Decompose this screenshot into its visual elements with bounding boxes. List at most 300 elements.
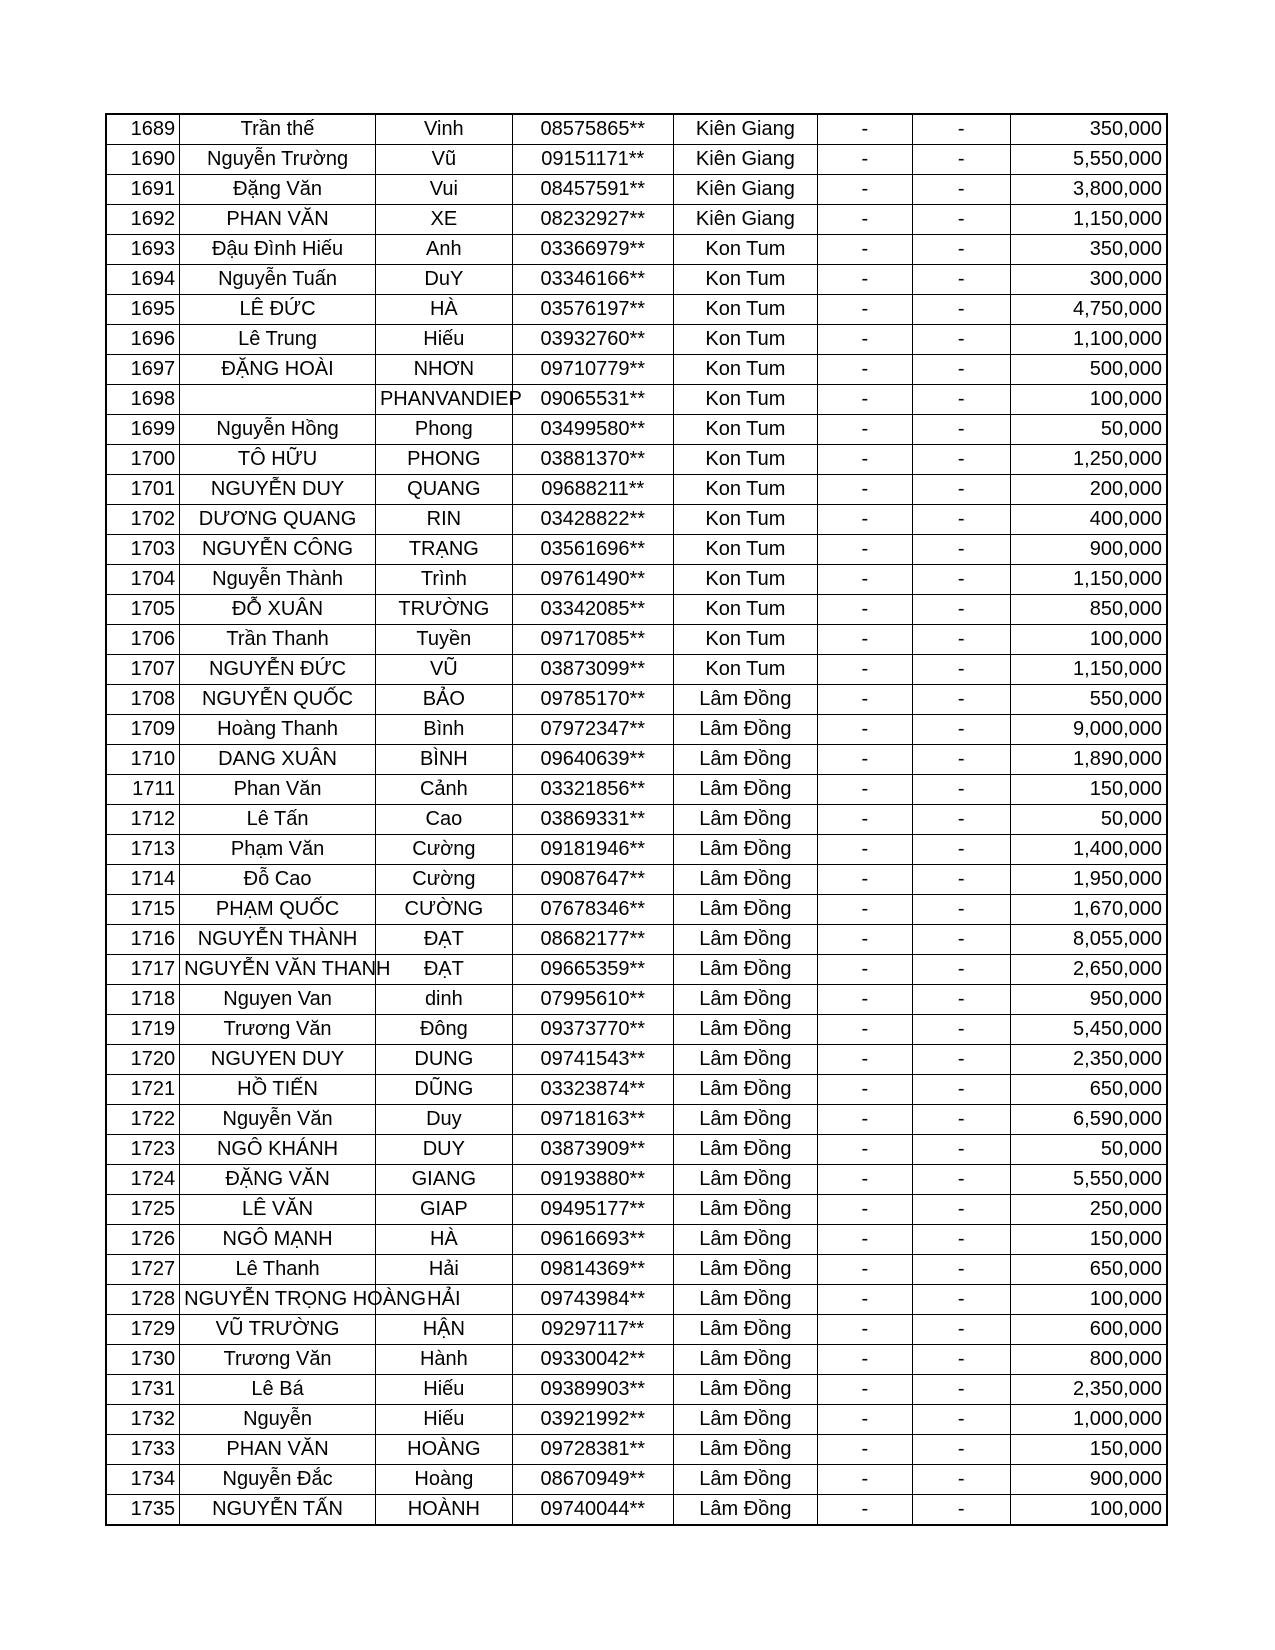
- province-cell: Kon Tum: [673, 325, 817, 355]
- row-number: 1723: [106, 1135, 180, 1165]
- amount-cell: 900,000: [1010, 535, 1167, 565]
- blank-col-6-cell: -: [818, 1225, 913, 1255]
- given-name-cell: TRƯỜNG: [375, 595, 512, 625]
- table-row: [106, 1075, 1167, 1105]
- given-name-cell: Vinh: [375, 114, 512, 145]
- last-middle-name-cell: Nguyễn: [180, 1405, 376, 1435]
- row-number: 1711: [106, 775, 180, 805]
- last-middle-name-cell: LÊ ĐỨC: [180, 295, 376, 325]
- row-number: 1735: [106, 1495, 180, 1526]
- amount-cell: 150,000: [1010, 1225, 1167, 1255]
- amount-cell: 650,000: [1010, 1255, 1167, 1285]
- last-middle-name-cell: NGÔ KHÁNH: [180, 1135, 376, 1165]
- table-row: [106, 415, 1167, 445]
- row-number: 1730: [106, 1345, 180, 1375]
- table-row: [106, 325, 1167, 355]
- amount-cell: 1,400,000: [1010, 835, 1167, 865]
- phone-cell: 03342085**: [512, 595, 673, 625]
- phone-cell: 03499580**: [512, 415, 673, 445]
- given-name-cell: Hiếu: [375, 1375, 512, 1405]
- last-middle-name-cell: NGUYỄN THÀNH: [180, 925, 376, 955]
- province-cell: Lâm Đồng: [673, 1495, 817, 1526]
- blank-col-6-cell: -: [818, 625, 913, 655]
- phone-cell: 03323874**: [512, 1075, 673, 1105]
- blank-col-7-cell: -: [912, 1015, 1010, 1045]
- last-middle-name-cell: Phan Văn: [180, 775, 376, 805]
- row-number: 1718: [106, 985, 180, 1015]
- amount-cell: 550,000: [1010, 685, 1167, 715]
- blank-col-7-cell: -: [912, 1345, 1010, 1375]
- blank-col-6-cell: -: [818, 805, 913, 835]
- blank-col-6-cell: -: [818, 895, 913, 925]
- blank-col-6-cell: -: [818, 1285, 913, 1315]
- blank-col-7-cell: -: [912, 445, 1010, 475]
- table-row: [106, 715, 1167, 745]
- row-number: 1692: [106, 205, 180, 235]
- phone-cell: 09717085**: [512, 625, 673, 655]
- given-name-cell: DUY: [375, 1135, 512, 1165]
- row-number: 1729: [106, 1315, 180, 1345]
- row-number: 1719: [106, 1015, 180, 1045]
- blank-col-6-cell: -: [818, 865, 913, 895]
- blank-col-6-cell: -: [818, 1375, 913, 1405]
- phone-cell: 09616693**: [512, 1225, 673, 1255]
- row-number: 1693: [106, 235, 180, 265]
- row-number: 1696: [106, 325, 180, 355]
- province-cell: Kon Tum: [673, 385, 817, 415]
- blank-col-7-cell: -: [912, 295, 1010, 325]
- blank-col-6-cell: -: [818, 415, 913, 445]
- blank-col-7-cell: -: [912, 805, 1010, 835]
- last-middle-name-cell: Lê Trung: [180, 325, 376, 355]
- table-row: [106, 865, 1167, 895]
- phone-cell: 09665359**: [512, 955, 673, 985]
- table-row: [106, 685, 1167, 715]
- province-cell: Kon Tum: [673, 295, 817, 325]
- province-cell: Lâm Đồng: [673, 1195, 817, 1225]
- amount-cell: 500,000: [1010, 355, 1167, 385]
- last-middle-name-cell: PHAN VĂN: [180, 1435, 376, 1465]
- blank-col-6-cell: -: [818, 925, 913, 955]
- blank-col-6-cell: -: [818, 1495, 913, 1526]
- province-cell: Kon Tum: [673, 355, 817, 385]
- given-name-cell: Trình: [375, 565, 512, 595]
- phone-cell: 09718163**: [512, 1105, 673, 1135]
- phone-cell: 03921992**: [512, 1405, 673, 1435]
- row-number: 1700: [106, 445, 180, 475]
- amount-cell: 50,000: [1010, 1135, 1167, 1165]
- phone-cell: 09297117**: [512, 1315, 673, 1345]
- province-cell: Lâm Đồng: [673, 1345, 817, 1375]
- province-cell: Lâm Đồng: [673, 895, 817, 925]
- province-cell: Lâm Đồng: [673, 685, 817, 715]
- last-middle-name-cell: NGUYEN DUY: [180, 1045, 376, 1075]
- blank-col-6-cell: -: [818, 655, 913, 685]
- table-row: [106, 1435, 1167, 1465]
- blank-col-7-cell: -: [912, 1075, 1010, 1105]
- given-name-cell: Tuyền: [375, 625, 512, 655]
- phone-cell: 03428822**: [512, 505, 673, 535]
- last-middle-name-cell: Nguyễn Văn: [180, 1105, 376, 1135]
- table-row: [106, 265, 1167, 295]
- given-name-cell: HOÀNH: [375, 1495, 512, 1526]
- given-name-cell: DuY: [375, 265, 512, 295]
- blank-col-7-cell: -: [912, 1495, 1010, 1526]
- given-name-cell: RIN: [375, 505, 512, 535]
- blank-col-6-cell: -: [818, 1465, 913, 1495]
- table-row: [106, 1285, 1167, 1315]
- blank-col-7-cell: -: [912, 925, 1010, 955]
- blank-col-6-cell: -: [818, 1165, 913, 1195]
- table-row: [106, 595, 1167, 625]
- province-cell: Lâm Đồng: [673, 1105, 817, 1135]
- amount-cell: 1,950,000: [1010, 865, 1167, 895]
- given-name-cell: Hiếu: [375, 325, 512, 355]
- row-number: 1694: [106, 265, 180, 295]
- row-number: 1714: [106, 865, 180, 895]
- table-row: [106, 1015, 1167, 1045]
- last-middle-name-cell: NGUYỄN TẤN: [180, 1495, 376, 1526]
- given-name-cell: HOÀNG: [375, 1435, 512, 1465]
- row-number: 1702: [106, 505, 180, 535]
- phone-cell: 09814369**: [512, 1255, 673, 1285]
- table-row: [106, 1045, 1167, 1075]
- given-name-cell: Đông: [375, 1015, 512, 1045]
- province-cell: Lâm Đồng: [673, 1435, 817, 1465]
- table-row: [106, 1225, 1167, 1255]
- row-number: 1721: [106, 1075, 180, 1105]
- given-name-cell: DUNG: [375, 1045, 512, 1075]
- given-name-cell: HẬN: [375, 1315, 512, 1345]
- row-number: 1733: [106, 1435, 180, 1465]
- row-number: 1726: [106, 1225, 180, 1255]
- province-cell: Kiên Giang: [673, 114, 817, 145]
- table-row: [106, 655, 1167, 685]
- province-cell: Lâm Đồng: [673, 1315, 817, 1345]
- table-row: [106, 625, 1167, 655]
- blank-col-7-cell: -: [912, 325, 1010, 355]
- table-row: [106, 1315, 1167, 1345]
- last-middle-name-cell: ĐẶNG VĂN: [180, 1165, 376, 1195]
- last-middle-name-cell: LÊ VĂN: [180, 1195, 376, 1225]
- phone-cell: 03873099**: [512, 655, 673, 685]
- province-cell: Lâm Đồng: [673, 1075, 817, 1105]
- blank-col-7-cell: -: [912, 265, 1010, 295]
- blank-col-6-cell: -: [818, 955, 913, 985]
- province-cell: Lâm Đồng: [673, 865, 817, 895]
- amount-cell: 150,000: [1010, 1435, 1167, 1465]
- blank-col-6-cell: -: [818, 385, 913, 415]
- given-name-cell: GIAP: [375, 1195, 512, 1225]
- amount-cell: 650,000: [1010, 1075, 1167, 1105]
- blank-col-6-cell: -: [818, 445, 913, 475]
- given-name-cell: HẢI: [375, 1285, 512, 1315]
- province-cell: Kon Tum: [673, 655, 817, 685]
- province-cell: Kon Tum: [673, 445, 817, 475]
- amount-cell: 800,000: [1010, 1345, 1167, 1375]
- blank-col-6-cell: -: [818, 1075, 913, 1105]
- blank-col-7-cell: -: [912, 145, 1010, 175]
- last-middle-name-cell: DANG XUÂN: [180, 745, 376, 775]
- phone-cell: 08232927**: [512, 205, 673, 235]
- blank-col-6-cell: -: [818, 1345, 913, 1375]
- blank-col-7-cell: -: [912, 1195, 1010, 1225]
- table-row: [106, 1135, 1167, 1165]
- row-number: 1705: [106, 595, 180, 625]
- amount-cell: 100,000: [1010, 385, 1167, 415]
- row-number: 1727: [106, 1255, 180, 1285]
- amount-cell: 1,000,000: [1010, 1405, 1167, 1435]
- table-row: [106, 235, 1167, 265]
- blank-col-6-cell: -: [818, 535, 913, 565]
- given-name-cell: Cường: [375, 835, 512, 865]
- blank-col-7-cell: -: [912, 775, 1010, 805]
- amount-cell: 100,000: [1010, 625, 1167, 655]
- phone-cell: 09688211**: [512, 475, 673, 505]
- row-number: 1697: [106, 355, 180, 385]
- blank-col-6-cell: -: [818, 114, 913, 145]
- blank-col-7-cell: -: [912, 114, 1010, 145]
- province-cell: Kiên Giang: [673, 145, 817, 175]
- blank-col-6-cell: -: [818, 235, 913, 265]
- phone-cell: 03881370**: [512, 445, 673, 475]
- last-middle-name-cell: ĐẶNG HOÀI: [180, 355, 376, 385]
- table-row: [106, 205, 1167, 235]
- blank-col-7-cell: -: [912, 1225, 1010, 1255]
- amount-cell: 1,890,000: [1010, 745, 1167, 775]
- province-cell: Kiên Giang: [673, 175, 817, 205]
- blank-col-7-cell: -: [912, 595, 1010, 625]
- last-middle-name-cell: ĐỖ XUÂN: [180, 595, 376, 625]
- table-row: [106, 745, 1167, 775]
- donation-table: [105, 113, 1168, 1526]
- blank-col-6-cell: -: [818, 985, 913, 1015]
- last-middle-name-cell: Nguyễn Thành: [180, 565, 376, 595]
- phone-cell: 03561696**: [512, 535, 673, 565]
- province-cell: Kon Tum: [673, 535, 817, 565]
- last-middle-name-cell: NGUYỄN TRỌNG HOÀNG: [180, 1285, 376, 1315]
- row-number: 1717: [106, 955, 180, 985]
- last-middle-name-cell: Lê Bá: [180, 1375, 376, 1405]
- last-middle-name-cell: Trương Văn: [180, 1015, 376, 1045]
- amount-cell: 950,000: [1010, 985, 1167, 1015]
- province-cell: Lâm Đồng: [673, 1375, 817, 1405]
- given-name-cell: BẢO: [375, 685, 512, 715]
- blank-col-7-cell: -: [912, 475, 1010, 505]
- phone-cell: 09373770**: [512, 1015, 673, 1045]
- blank-col-7-cell: -: [912, 565, 1010, 595]
- blank-col-7-cell: -: [912, 1165, 1010, 1195]
- province-cell: Kon Tum: [673, 415, 817, 445]
- table-row: [106, 114, 1167, 145]
- phone-cell: 03869331**: [512, 805, 673, 835]
- table-row: [106, 1105, 1167, 1135]
- blank-col-7-cell: -: [912, 1405, 1010, 1435]
- province-cell: Lâm Đồng: [673, 1045, 817, 1075]
- last-middle-name-cell: VŨ TRƯỜNG: [180, 1315, 376, 1345]
- blank-col-6-cell: -: [818, 355, 913, 385]
- last-middle-name-cell: Đỗ Cao: [180, 865, 376, 895]
- phone-cell: 08682177**: [512, 925, 673, 955]
- blank-col-6-cell: -: [818, 325, 913, 355]
- blank-col-6-cell: -: [818, 775, 913, 805]
- table-row: [106, 1255, 1167, 1285]
- province-cell: Lâm Đồng: [673, 1405, 817, 1435]
- phone-cell: 09728381**: [512, 1435, 673, 1465]
- phone-cell: 09740044**: [512, 1495, 673, 1526]
- blank-col-7-cell: -: [912, 415, 1010, 445]
- amount-cell: 1,250,000: [1010, 445, 1167, 475]
- last-middle-name-cell: PHAN VĂN: [180, 205, 376, 235]
- province-cell: Kon Tum: [673, 265, 817, 295]
- amount-cell: 5,450,000: [1010, 1015, 1167, 1045]
- blank-col-6-cell: -: [818, 835, 913, 865]
- given-name-cell: TRẠNG: [375, 535, 512, 565]
- blank-col-6-cell: -: [818, 1045, 913, 1075]
- given-name-cell: Phong: [375, 415, 512, 445]
- amount-cell: 50,000: [1010, 805, 1167, 835]
- phone-cell: 08670949**: [512, 1465, 673, 1495]
- amount-cell: 8,055,000: [1010, 925, 1167, 955]
- last-middle-name-cell: DƯƠNG QUANG: [180, 505, 376, 535]
- given-name-cell: Hiếu: [375, 1405, 512, 1435]
- blank-col-6-cell: -: [818, 175, 913, 205]
- phone-cell: 03873909**: [512, 1135, 673, 1165]
- table-row: [106, 925, 1167, 955]
- table-body: [106, 114, 1167, 1525]
- table-row: [106, 175, 1167, 205]
- phone-cell: 09389903**: [512, 1375, 673, 1405]
- amount-cell: 5,550,000: [1010, 145, 1167, 175]
- given-name-cell: QUANG: [375, 475, 512, 505]
- blank-col-6-cell: -: [818, 595, 913, 625]
- amount-cell: 100,000: [1010, 1495, 1167, 1526]
- phone-cell: 09151171**: [512, 145, 673, 175]
- province-cell: Lâm Đồng: [673, 1225, 817, 1255]
- last-middle-name-cell: NGUYỄN DUY: [180, 475, 376, 505]
- blank-col-6-cell: -: [818, 295, 913, 325]
- blank-col-7-cell: -: [912, 355, 1010, 385]
- province-cell: Lâm Đồng: [673, 955, 817, 985]
- province-cell: Lâm Đồng: [673, 775, 817, 805]
- province-cell: Lâm Đồng: [673, 1465, 817, 1495]
- row-number: 1716: [106, 925, 180, 955]
- given-name-cell: HÀ: [375, 295, 512, 325]
- province-cell: Kon Tum: [673, 235, 817, 265]
- row-number: 1708: [106, 685, 180, 715]
- amount-cell: 1,100,000: [1010, 325, 1167, 355]
- last-middle-name-cell: Trần thế: [180, 114, 376, 145]
- row-number: 1701: [106, 475, 180, 505]
- blank-col-6-cell: -: [818, 505, 913, 535]
- given-name-cell: ĐẠT: [375, 925, 512, 955]
- given-name-cell: VŨ: [375, 655, 512, 685]
- table-row: [106, 535, 1167, 565]
- last-middle-name-cell: Nguyễn Hồng: [180, 415, 376, 445]
- given-name-cell: NHƠN: [375, 355, 512, 385]
- given-name-cell: Cường: [375, 865, 512, 895]
- amount-cell: 4,750,000: [1010, 295, 1167, 325]
- blank-col-7-cell: -: [912, 685, 1010, 715]
- blank-col-7-cell: -: [912, 175, 1010, 205]
- blank-col-6-cell: -: [818, 685, 913, 715]
- blank-col-6-cell: -: [818, 745, 913, 775]
- given-name-cell: Vui: [375, 175, 512, 205]
- last-middle-name-cell: Hoàng Thanh: [180, 715, 376, 745]
- phone-cell: 09193880**: [512, 1165, 673, 1195]
- amount-cell: 200,000: [1010, 475, 1167, 505]
- given-name-cell: HÀ: [375, 1225, 512, 1255]
- blank-col-6-cell: -: [818, 145, 913, 175]
- phone-cell: 09743984**: [512, 1285, 673, 1315]
- province-cell: Lâm Đồng: [673, 1015, 817, 1045]
- blank-col-6-cell: -: [818, 1435, 913, 1465]
- given-name-cell: Duy: [375, 1105, 512, 1135]
- table-row: [106, 475, 1167, 505]
- province-cell: Kon Tum: [673, 565, 817, 595]
- amount-cell: 2,650,000: [1010, 955, 1167, 985]
- row-number: 1712: [106, 805, 180, 835]
- given-name-cell: CƯỜNG: [375, 895, 512, 925]
- amount-cell: 100,000: [1010, 1285, 1167, 1315]
- province-cell: Kon Tum: [673, 595, 817, 625]
- province-cell: Lâm Đồng: [673, 1255, 817, 1285]
- given-name-cell: Hoàng: [375, 1465, 512, 1495]
- phone-cell: 09181946**: [512, 835, 673, 865]
- row-number: 1699: [106, 415, 180, 445]
- phone-cell: 03346166**: [512, 265, 673, 295]
- province-cell: Lâm Đồng: [673, 1135, 817, 1165]
- phone-cell: 08457591**: [512, 175, 673, 205]
- last-middle-name-cell: Lê Thanh: [180, 1255, 376, 1285]
- amount-cell: 9,000,000: [1010, 715, 1167, 745]
- table-row: [106, 985, 1167, 1015]
- province-cell: Lâm Đồng: [673, 1285, 817, 1315]
- row-number: 1691: [106, 175, 180, 205]
- blank-col-6-cell: -: [818, 1135, 913, 1165]
- blank-col-6-cell: -: [818, 1105, 913, 1135]
- blank-col-7-cell: -: [912, 235, 1010, 265]
- province-cell: Lâm Đồng: [673, 805, 817, 835]
- phone-cell: 08575865**: [512, 114, 673, 145]
- row-number: 1725: [106, 1195, 180, 1225]
- amount-cell: 150,000: [1010, 775, 1167, 805]
- given-name-cell: PHANVANDIEP: [375, 385, 512, 415]
- amount-cell: 50,000: [1010, 415, 1167, 445]
- amount-cell: 1,150,000: [1010, 565, 1167, 595]
- phone-cell: 07678346**: [512, 895, 673, 925]
- blank-col-6-cell: -: [818, 1315, 913, 1345]
- amount-cell: 350,000: [1010, 235, 1167, 265]
- last-middle-name-cell: NGUYỄN VĂN THANH: [180, 955, 376, 985]
- row-number: 1720: [106, 1045, 180, 1075]
- amount-cell: 2,350,000: [1010, 1375, 1167, 1405]
- table-row: [106, 385, 1167, 415]
- blank-col-6-cell: -: [818, 565, 913, 595]
- province-cell: Kon Tum: [673, 475, 817, 505]
- blank-col-6-cell: -: [818, 475, 913, 505]
- amount-cell: 600,000: [1010, 1315, 1167, 1345]
- table-row: [106, 1465, 1167, 1495]
- given-name-cell: BÌNH: [375, 745, 512, 775]
- phone-cell: 09741543**: [512, 1045, 673, 1075]
- last-middle-name-cell: NGUYỄN QUỐC: [180, 685, 376, 715]
- last-middle-name-cell: TÔ HỮU: [180, 445, 376, 475]
- blank-col-7-cell: -: [912, 1045, 1010, 1075]
- province-cell: Lâm Đồng: [673, 925, 817, 955]
- last-middle-name-cell: HỒ TIẾN: [180, 1075, 376, 1105]
- blank-col-7-cell: -: [912, 505, 1010, 535]
